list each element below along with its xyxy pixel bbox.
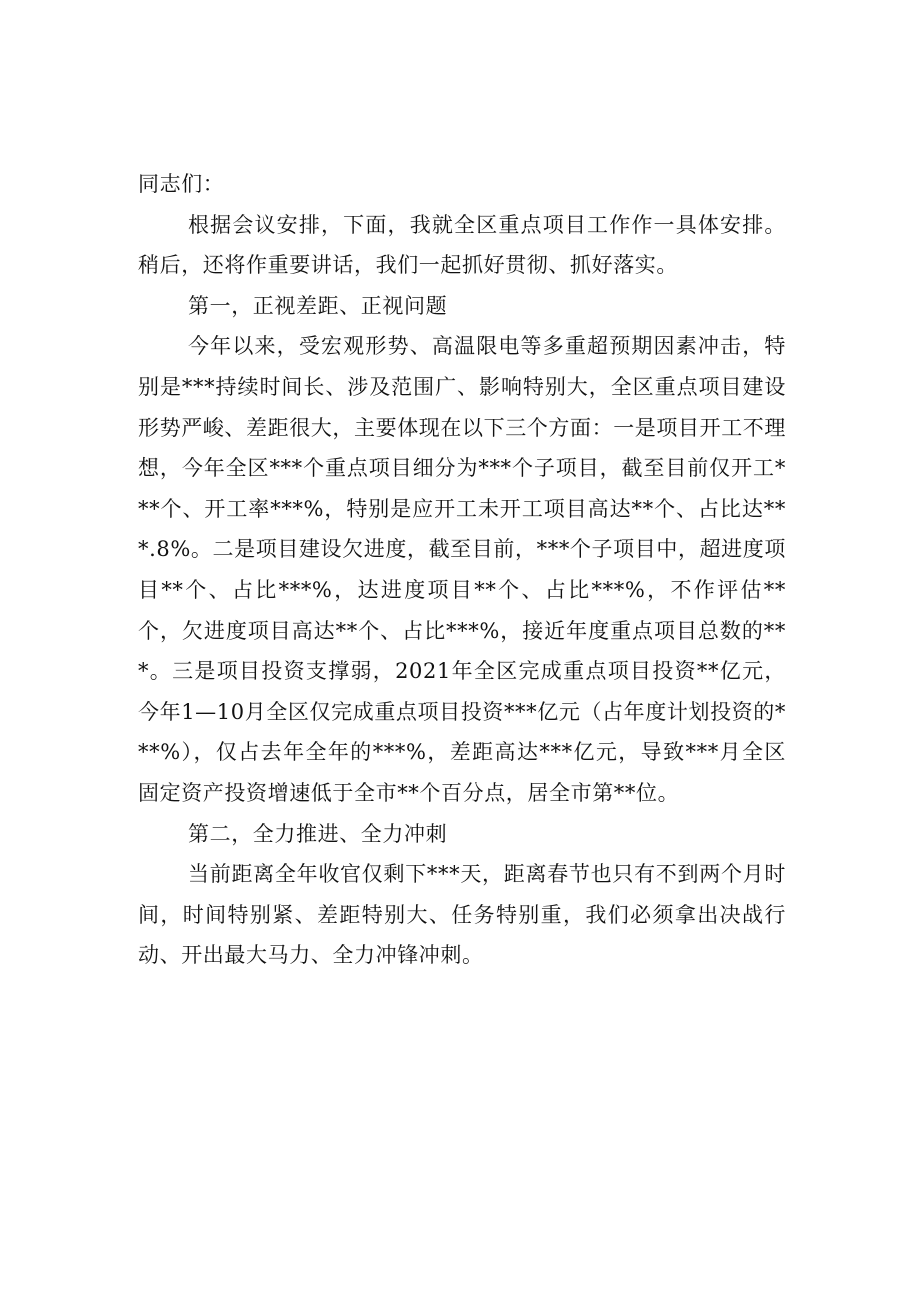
body-paragraph-1: 今年以来，受宏观形势、高温限电等多重超预期因素冲击，特别是***持续时间长、涉及范围广、影响特别大，全区重点项目建设形势严峻、差距很大，主要体现在以下三个方面：一是项目开工不理想，今年全区***个重点项目细分为***个子项目，截至目前仅开工***个、开工率***%，特别是应开工未开工项目高达**个、占比达***.8%。二是项目建设欠进度，截至目前，***个子项目中，超进度项目**个、占比***%，达进度项目**个、占比***%，不作评估**个，欠进度项目高达**个、占比***%，接近年度重点项目总数的***。三是项目投资支撑弱，2021年全区完成重点项目投资**亿元，今年1—10月全区仅完成重点项目投资***亿元（占年度计划投资的***%），仅占去年全年的***%，差距高达***亿元，导致***月全区固定资产投资增速低于全市**个百分点，居全市第**位。 bbox=[138, 334, 786, 805]
intro-paragraph: 根据会议安排，下面，我就全区重点项目工作作一具体安排。稍后，还将作重要讲话，我们一起抓好贯彻、抓好落实。 bbox=[138, 212, 786, 278]
body-paragraph-2: 当前距离全年收官仅剩下***天，距离春节也只有不到两个月时间，时间特别紧、差距特别大、任务特别重，我们必须拿出决战行动、开出最大马力、全力冲锋冲刺。 bbox=[138, 862, 786, 968]
section-heading-2: 第二，全力推进、全力冲刺 bbox=[188, 821, 448, 846]
section-heading-1: 第一，正视差距、正视问题 bbox=[188, 293, 448, 318]
document-page bbox=[138, 164, 786, 976]
salutation: 同志们： bbox=[138, 172, 225, 196]
